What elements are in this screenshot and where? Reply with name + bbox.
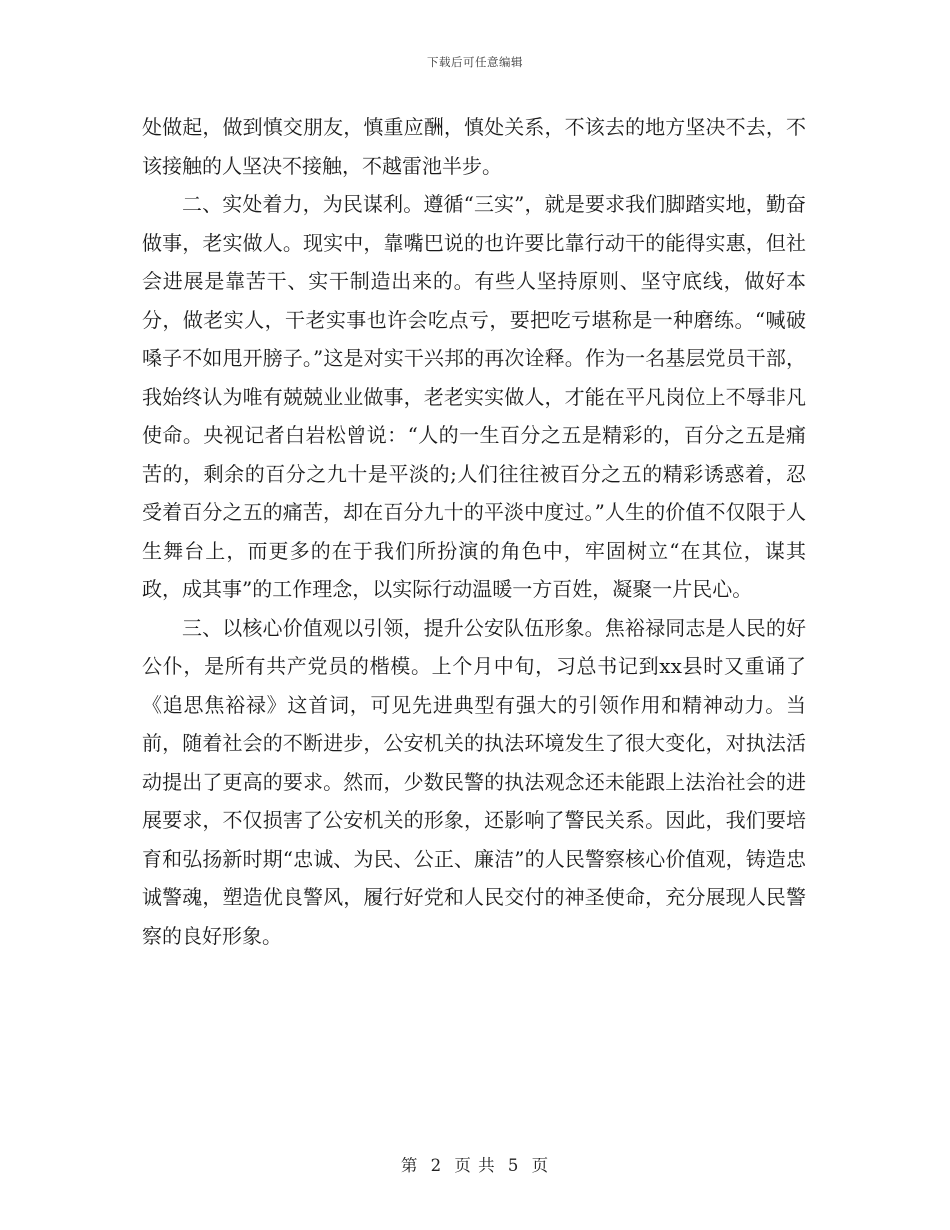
paragraph-section-two: 二、实处着力，为民谋利。遵循“三实”，就是要求我们脚踏实地，勤奋做事，老实做人。现实中，靠嘴巴说的也许要比靠行动干的能得实惠，但社会进展是靠苦干、实干制造出来的。有些人坚持原则、坚守底线，做好本分，做老实人，干老实事也许会吃点亏，要把吃亏堪称是一种磨练。“喊破嗓子不如甩开膀子。”这是对实干兴邦的再次诠释。作为一名基层党员干部，我始终认为唯有兢兢业业做事，老老实实做人，才能在平凡岗位上不辱非凡使命。央视记者白岩松曾说：“人的一生百分之五是精彩的，百分之五是痛苦的，剩余的百分之九十是平淡的;人们往往被百分之五的精彩诱惑着，忍受着百分之五的痛苦，却在百分九十的平淡中度过。”人生的价值不仅限于人生舞台上，而更多的在于我们所扮演的角色中，牢固树立“在其位，谋其政，成其事”的工作理念，以实际行动温暖一方百姓，凝聚一片民心。 (142, 192, 806, 601)
page-footer (0, 1152, 950, 1176)
footer-prefix: 第 (400, 1156, 419, 1175)
footer-current-page: 2 (430, 1156, 443, 1175)
paragraph-continuation: 处做起，做到慎交朋友，慎重应酬，慎处关系，不该去的地方坚决不去，不该接触的人坚决不接触，不越雷池半步。 (142, 115, 806, 178)
header-note: 下载后可任意编辑 (427, 55, 523, 69)
document-body (142, 108, 806, 955)
footer-suffix: 页 (531, 1156, 550, 1175)
paragraph-section-three: 三、以核心价值观以引领，提升公安队伍形象。焦裕禄同志是人民的好公仆，是所有共产党员的楷模。上个月中旬，习总书记到xx县时又重诵了《追思焦裕禄》这首词，可见先进典型有强大的引领作用和精神动力。当前，随着社会的不断进步，公安机关的执法环境发生了很大变化，对执法活动提出了更高的要求。然而，少数民警的执法观念还未能跟上法治社会的进展要求，不仅损害了公安机关的形象，还影响了警民关系。因此，我们要培育和弘扬新时期“忠诚、为民、公正、廉洁”的人民警察核心价值观，铸造忠诚警魂，塑造优良警风，履行好党和人民交付的神圣使命，充分展现人民警察的良好形象。 (142, 615, 806, 948)
footer-total-pages: 5 (507, 1156, 520, 1175)
footer-middle: 页 共 (454, 1156, 496, 1175)
